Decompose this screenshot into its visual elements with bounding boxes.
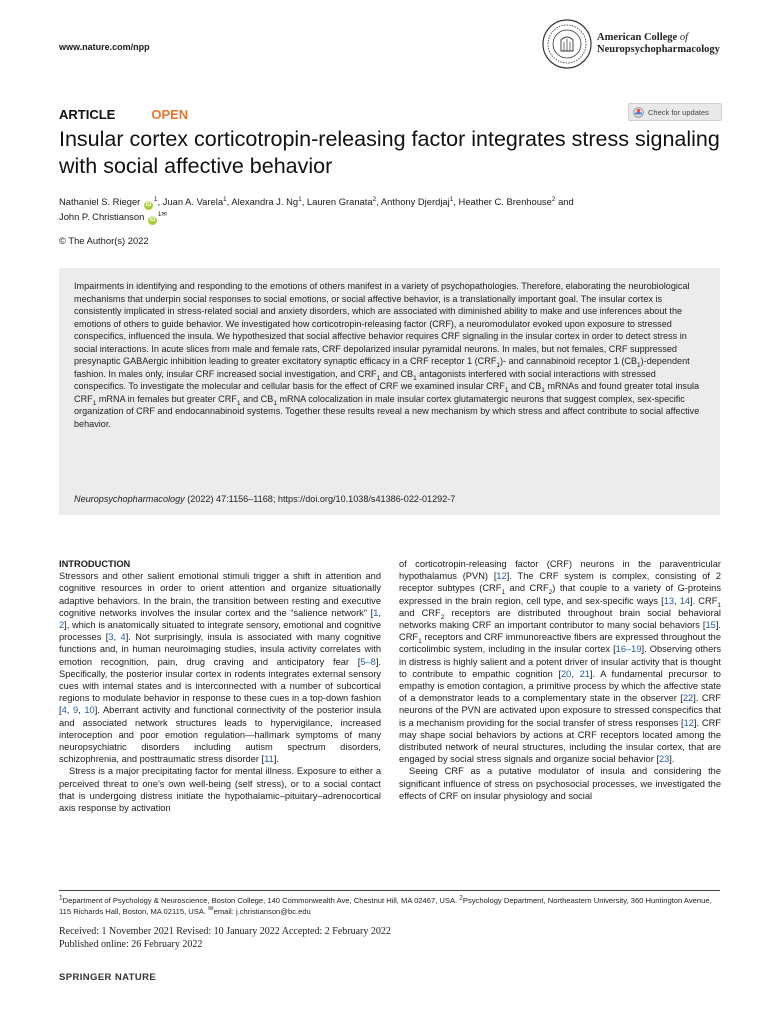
- reference-link[interactable]: 22: [682, 693, 694, 704]
- copyright-notice: © The Author(s) 2022: [59, 235, 149, 246]
- author-name[interactable]: John P. Christianson: [59, 211, 145, 222]
- reference-link[interactable]: 15: [705, 620, 716, 631]
- author-name[interactable]: Anthony Djerdjaj: [380, 196, 450, 207]
- citation-line: [74, 494, 455, 504]
- reference-link[interactable]: 20: [561, 668, 572, 679]
- acnp-wordmark: American College of Neuropsychopharmacology: [597, 32, 720, 55]
- doi-link[interactable]: (2022) 47:1156–1168; https://doi.org/10.1038/s41386-022-01292-7: [184, 494, 456, 504]
- reference-link[interactable]: 12: [496, 571, 507, 582]
- check-for-updates-button[interactable]: [628, 103, 722, 121]
- article-labels: [59, 107, 188, 122]
- abstract-text: Impairments in identifying and responding to the emotions of others manifest in a variety of psychopathologies. Therefore, elaborating the neurobiological mechanisms that underpin social responses to social emotions, or social affective behavior, is a translationally important goal. The insular cortex is consistently implicated in stress-related social and anxiety disorders, which are associated with diminished ability to make and use inferences about the emotions of others to guide behavior. We investigated how corticotropin-releasing factor (CRF), a neuromodulator evoked upon exposure to stressed conspecifics, influenced the insula. We hypothesized that social affective behavior requires CRF signaling in the insular cortex in order to detect stress in social interactions. In acute slices from male and female rats, CRF depolarized insular pyramidal neurons. In males, but not females, CRF suppressed presynaptic GABAergic inhibition leading to greater excitatory synaptic efficacy in a CRF receptor 1 $(CRF_1)-$ and cannabinoid receptor 1 $(CB_1)$-dependent fashion. In males only, insular CRF increased social investigation, and $CRF_1$ and $CB_1$ antagonists interfered with social interactions with stressed conspecifics. To investigate the molecular and cellular basis for the effect of CRF we examined insular $CRF_1$ and $CB_1$ mRNAs and found greater total insula $CRF_1$ mRNA in females but greater $CRF_1$ and $CB_1$ mRNA colocalization in male insular cortex glutamatergic neurons that suggest complex, sex-specific organization of CRF and endocannabinoid systems. Together these results reveal a new mechanism by which stress and affect contribute to social affective behavior.: [74, 281, 700, 429]
- author-name[interactable]: Alexandra J. Ng: [231, 196, 299, 207]
- acnp-logo: [541, 18, 720, 70]
- orcid-icon[interactable]: iD: [145, 202, 152, 208]
- publisher-logo: SPRINGER NATURE: [59, 972, 157, 983]
- reference-link[interactable]: 4: [61, 705, 67, 716]
- paragraph: Seeing CRF as a putative modulator of insula and considering the significant influence of stress on psychosocial processes, we investigated the effects of CRF on insular physiology and social: [399, 766, 721, 801]
- article-type-label: ARTICLE: [59, 107, 116, 122]
- section-heading-introduction: INTRODUCTION: [59, 559, 131, 569]
- footnote-divider: [59, 890, 720, 891]
- reference-link[interactable]: 21: [579, 668, 590, 679]
- publication-dates: [59, 926, 391, 951]
- author-name[interactable]: Lauren Granata: [306, 196, 373, 207]
- reference-link[interactable]: 13: [663, 595, 675, 606]
- reference-link[interactable]: 4: [120, 632, 126, 643]
- reference-link[interactable]: 10: [84, 705, 95, 716]
- orcid-icon[interactable]: iD: [149, 217, 156, 223]
- body-column-left: [59, 558, 381, 814]
- paragraph: of corticotropin-releasing factor (CRF) neurons in the paraventricular hypothalamus (PVN) [12]. The CRF system is complex, consisting of 2 receptor subtypes ($CRF_1$ and $CRF_2$) that couple to a variety of G-proteins expressed in the brain region, cell type, and sex-specific ways [13, 14]. $CRF_1$ and $CRF_2$ receptors are distributed throughout brain social behavioral networks making CRF an important contributor to many social behaviors [15]. $CRF_1$ receptors and CRF immunoreactive fibers are expressed throughout the corticolimbic system, including in the insular cortex [16–19]. Observing others in distress is highly salient and a potent driver of insular activity that is thought to contribute to empathic cognition [20, 21]. A fundamental precursor to empathy is emotion contagion, a primitive process by which the affective state of a demonstrator leads to a complementary state in the observer [22]. CRF neurons of the PVN are activated upon exposure to stressed conspecifics that is a mechanism providing for the social transfer of stress responses [12]. CRF may shape social behaviors by actions at CRF receptors located among the distributed network of neural structures, including the insular cortex, that are engaged by social stress signals and organize social behavior [23].: [399, 559, 722, 765]
- reference-link[interactable]: 14: [679, 595, 691, 606]
- received-revised-accepted: Received: 1 November 2021 Revised: 10 January 2022 Accepted: 2 February 2022: [59, 926, 391, 937]
- affiliations-footnote: $^1$Department of Psychology & Neuroscience, Boston College, 140 Commonwealth Ave, Chestnut Hill, MA 02467, USA. $^2$Psychology Department, Northeastern University, 360 Huntington Avenue, 115 Richards Hall, Boston, MA 02115, USA. ✉email: j.christianson@bc.edu: [59, 894, 712, 916]
- open-access-label: OPEN: [151, 107, 189, 122]
- body-column-right: [399, 558, 721, 802]
- reference-link[interactable]: 9: [72, 705, 79, 716]
- reference-link[interactable]: 23: [658, 754, 670, 765]
- reference-link[interactable]: 16–19: [615, 644, 642, 655]
- corresponding-email[interactable]: email: j.christianson@bc.edu: [213, 907, 311, 916]
- author-name[interactable]: Nathaniel S. Rieger: [59, 196, 141, 207]
- acnp-seal-icon: [541, 18, 593, 70]
- paragraph: Stressors and other salient emotional stimuli trigger a shift in attention and cognitive resources in order to orient attention and organize situationally adaptive behaviors. In the brain, the transition between resting and executive cognitive networks involves the insular cortex and the “salience network” [1, 2], which is anatomically situated to integrate sensory, emotional and cognitive processes [3, 4]. Not surprisingly, insula is associated with many cognitive functions and, in human neuroimaging studies, insula activity correlates with emotion recognition, pain, drug craving and anticipatory fear [5–8]. Specifically, the posterior insular cortex in rodents integrates external sensory cues with internal states and is interconnected with a number of subcortical regions to modulate behavior in response to these cues in a top-down fashion [4, 9, 10]. Aberrant activity and functional connectivity of the posterior insula and associated network structures leads to hypervigilance, increased interoception and poor emotion regulation—hallmark symptoms of many neuropsychiatric disorders including autism spectrum disorders, schizophrenia, and posttraumatic stress disorder [11].: [59, 571, 381, 765]
- reference-link[interactable]: 12: [683, 717, 694, 728]
- author-list: Nathaniel S. Rieger $iD^1$, Juan A. Varela$^1$, Alexandra J. Ng$^1$, Lauren Granata$^2$, Anthony Djerdjaj$^1$, Heather C. Brenhouse$^2$ and John P. Christianson $iD^{1✉}$: [59, 195, 574, 223]
- journal-url[interactable]: www.nature.com/npp: [59, 42, 150, 52]
- author-name[interactable]: Heather C. Brenhouse: [458, 196, 552, 207]
- reference-link[interactable]: 1: [373, 607, 379, 618]
- check-for-updates-label: Check for updates: [648, 107, 709, 117]
- author-name[interactable]: Juan A. Varela: [162, 196, 224, 207]
- reference-link[interactable]: 5–8: [360, 656, 376, 667]
- journal-name: Neuropsychopharmacology: [74, 494, 185, 504]
- paragraph: Stress is a major precipitating factor for mental illness. Exposure to either a perceived threat to one’s own well-being (self stress), or to a social contact that is undergoing distress initiate the hypothalamic–pituitary–adrenocortical axis response by activation: [59, 766, 381, 814]
- published-online: Published online: 26 February 2022: [59, 938, 203, 950]
- article-title: Insular cortex corticotropin-releasing factor integrates stress signaling with social affective behavior: [59, 127, 720, 178]
- crossmark-icon: [633, 107, 644, 118]
- reference-link[interactable]: 3: [108, 632, 114, 643]
- email-icon: ✉: [208, 905, 214, 913]
- reference-link[interactable]: 2: [59, 620, 65, 631]
- reference-link[interactable]: 11: [264, 754, 274, 765]
